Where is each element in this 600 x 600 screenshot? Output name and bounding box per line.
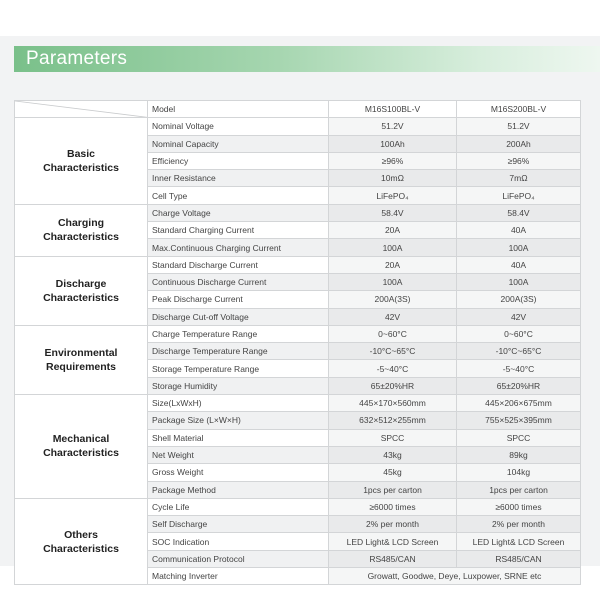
value-model-200: 58.4V (457, 204, 581, 221)
value-model-200: 2% per month (457, 516, 581, 533)
parameter-name: Efficiency (148, 152, 329, 169)
value-model-200: 200A(3S) (457, 291, 581, 308)
parameter-name: Standard Charging Current (148, 222, 329, 239)
value-model-100: 20A (329, 256, 457, 273)
value-model-100: 58.4V (329, 204, 457, 221)
value-model-100: ≥96% (329, 152, 457, 169)
table-header-row (15, 101, 581, 118)
value-model-100: 51.2V (329, 118, 457, 135)
value-model-200: 104kg (457, 464, 581, 481)
category-label: Basic Characteristics (15, 118, 148, 204)
value-model-100: 2% per month (329, 516, 457, 533)
value-model-100: 10mΩ (329, 170, 457, 187)
parameters-table (14, 100, 581, 585)
value-model-200: 40A (457, 222, 581, 239)
value-model-200: 51.2V (457, 118, 581, 135)
parameter-name: Discharge Temperature Range (148, 343, 329, 360)
value-model-100: 0~60°C (329, 325, 457, 342)
table-row (15, 395, 581, 412)
table-row (15, 498, 581, 515)
parameter-name: Communication Protocol (148, 550, 329, 567)
value-model-100: ≥6000 times (329, 498, 457, 515)
value-model-100: 200A(3S) (329, 291, 457, 308)
value-model-200: LiFePO₄ (457, 187, 581, 204)
parameter-name: Storage Humidity (148, 377, 329, 394)
value-model-200: 42V (457, 308, 581, 325)
parameter-name: Nominal Voltage (148, 118, 329, 135)
parameter-name: Self Discharge (148, 516, 329, 533)
value-model-100: LED Light& LCD Screen (329, 533, 457, 550)
value-model-100: 445×170×560mm (329, 395, 457, 412)
value-model-200: LED Light& LCD Screen (457, 533, 581, 550)
value-model-200: 40A (457, 256, 581, 273)
parameter-name: Shell Material (148, 429, 329, 446)
parameter-name: Max.Continuous Charging Current (148, 239, 329, 256)
value-model-200: RS485/CAN (457, 550, 581, 567)
column-header-model: M16S100BL-V (329, 101, 457, 118)
value-model-100: RS485/CAN (329, 550, 457, 567)
parameter-name: Package Size (L×W×H) (148, 412, 329, 429)
parameter-name: SOC Indication (148, 533, 329, 550)
value-model-200: 65±20%HR (457, 377, 581, 394)
parameter-name: Peak Discharge Current (148, 291, 329, 308)
value-model-100: 42V (329, 308, 457, 325)
value-model-200: 7mΩ (457, 170, 581, 187)
value-model-100: 45kg (329, 464, 457, 481)
column-header-label: Model (148, 101, 329, 118)
parameter-name: Net Weight (148, 446, 329, 463)
category-label: Others Characteristics (15, 498, 148, 584)
value-model-200: 445×206×675mm (457, 395, 581, 412)
value-model-100: -5~40°C (329, 360, 457, 377)
value-model-200: 100A (457, 273, 581, 290)
header-corner-cell (15, 101, 148, 118)
value-model-200: -10°C~65°C (457, 343, 581, 360)
value-model-200: 100A (457, 239, 581, 256)
value-model-200: 0~60°C (457, 325, 581, 342)
parameter-value-merged: Growatt, Goodwe, Deye, Luxpower, SRNE etc (329, 568, 581, 585)
category-label: Mechanical Characteristics (15, 395, 148, 499)
value-model-100: 65±20%HR (329, 377, 457, 394)
parameter-name: Package Method (148, 481, 329, 498)
parameter-name: Matching Inverter (148, 568, 329, 585)
value-model-100: 20A (329, 222, 457, 239)
table-row (15, 256, 581, 273)
parameter-name: Continuous Discharge Current (148, 273, 329, 290)
table-row (15, 325, 581, 342)
value-model-100: 1pcs per carton (329, 481, 457, 498)
parameter-name: Discharge Cut-off Voltage (148, 308, 329, 325)
value-model-100: -10°C~65°C (329, 343, 457, 360)
diagonal-divider-icon (15, 101, 147, 117)
section-title: Parameters (26, 48, 128, 69)
parameter-name: Standard Discharge Current (148, 256, 329, 273)
value-model-100: 632×512×255mm (329, 412, 457, 429)
table-row (15, 204, 581, 221)
value-model-100: 100A (329, 239, 457, 256)
value-model-200: ≥96% (457, 152, 581, 169)
value-model-100: SPCC (329, 429, 457, 446)
value-model-100: 100Ah (329, 135, 457, 152)
value-model-200: ≥6000 times (457, 498, 581, 515)
value-model-100: 43kg (329, 446, 457, 463)
parameter-name: Inner Resistance (148, 170, 329, 187)
category-label: Environmental Requirements (15, 325, 148, 394)
parameter-name: Gross Weight (148, 464, 329, 481)
parameter-name: Cycle Life (148, 498, 329, 515)
parameter-name: Charge Voltage (148, 204, 329, 221)
category-label: Charging Characteristics (15, 204, 148, 256)
value-model-200: 89kg (457, 446, 581, 463)
column-header-model: M16S200BL-V (457, 101, 581, 118)
value-model-200: 200Ah (457, 135, 581, 152)
category-label: Discharge Characteristics (15, 256, 148, 325)
value-model-200: -5~40°C (457, 360, 581, 377)
table-row (15, 118, 581, 135)
value-model-100: 100A (329, 273, 457, 290)
parameter-name: Size(LxWxH) (148, 395, 329, 412)
parameter-name: Nominal Capacity (148, 135, 329, 152)
value-model-200: 755×525×395mm (457, 412, 581, 429)
value-model-200: SPCC (457, 429, 581, 446)
parameter-name: Charge Temperature Range (148, 325, 329, 342)
parameter-name: Cell Type (148, 187, 329, 204)
value-model-200: 1pcs per carton (457, 481, 581, 498)
parameter-name: Storage Temperature Range (148, 360, 329, 377)
value-model-100: LiFePO₄ (329, 187, 457, 204)
